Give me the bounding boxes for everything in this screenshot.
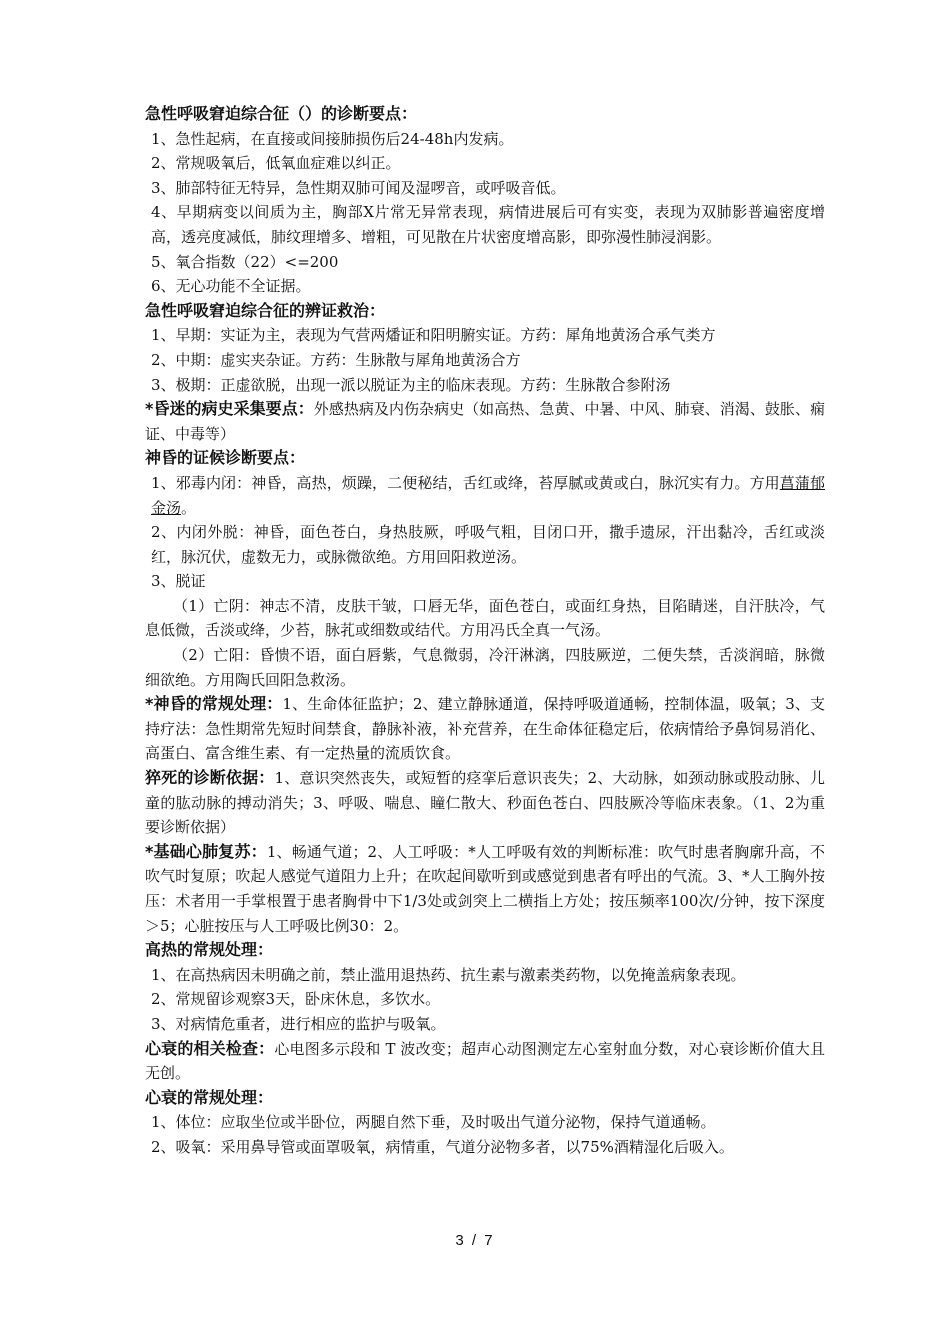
lead-paragraph [145,692,825,766]
lead-paragraph [145,1037,825,1086]
lead-paragraph [145,766,825,840]
section-heading: 急性呼吸窘迫综合征（）的诊断要点： [145,104,418,123]
list-item: 2、吸氧：采用鼻导管或面罩吸氧，病情重，气道分泌物多者，以75%酒精湿化后吸入。 [151,1137,734,1156]
paragraph-text: 。 [181,498,197,517]
list-item: 2、常规留诊观察3天，卧床休息，多饮水。 [151,990,441,1009]
section-heading: 急性呼吸窘迫综合征的辨证救治： [145,300,386,320]
paragraph-text: 1、意识突然丧失，或短暂的痉挛后意识丧失；2、大动脉，如颈动脉或股动脉、儿童的肱动脉的搏动消失；3、呼吸、喘息、瞳仁散大、秒面色苍白、四肢厥冷等临床表象。（1、2为重要诊断依据） [145,769,825,837]
document-body [145,102,825,1160]
list-item: 1、在高热病因未明确之前，禁止滥用退热药、抗生素与激素类药物，以免掩盖病象表现。 [151,965,746,984]
paragraph-text: 1、生命体征监护；2、建立静脉通道，保持呼吸道通畅，控制体温，吸氧；3、支持疗法：急性期常先短时间禁食，静脉补液，补充营养，在生命体征稳定后，依病情给予鼻饲易消化、高蛋白、富含维生素、有一定热量的流质饮食。 [145,695,825,763]
list-item: 2、中期：虚实夹杂证。方药：生脉散与犀角地黄汤合方 [151,350,521,369]
paragraph-text: 心电图多示段和 T 波改变；超声心动图测定左心室射血分数，对心衰诊断价值大且无创。 [145,1039,825,1083]
section-heading: 心衰的常规处理： [145,1087,274,1107]
list-item: 1、体位：应取坐位或半卧位，两腿自然下垂，及时吸出气道分泌物，保持气道通畅。 [151,1113,716,1132]
paragraph-lead: *神昏的常规处理： [145,694,283,714]
list-item: 2、常规吸氧后，低氧血症难以纠正。 [151,154,401,173]
paragraph-text: 1、畅通气道；2、人工呼吸：*人工呼吸有效的判断标准：吹气时患者胸廓升高，不吹气时复原；吹起人感觉气道阻力上升；在吹起间歇听到或感觉到患者有呼出的气流。3、*人工胸外按压：术者用一手掌根置于患者胸骨中下1/3处或剑突上二横指上方处；按压频率100次/分钟，按下深度＞5；心脏按压与人工呼吸比例30：2。 [145,842,825,935]
list-item: （2）亡阳：昏愦不语，面白唇紫，气息微弱，冷汗淋漓，四肢厥逆，二便失禁，舌淡润暗，脉微细欲绝。方用陶氏回阳急救汤。 [145,646,825,689]
paragraph-lead: 猝死的诊断依据： [145,768,275,788]
list-item: 3、极期：正虚欲脱，出现一派以脱证为主的临床表现。方药：生脉散合参附汤 [151,375,671,394]
paragraph-lead: *昏迷的病史采集要点： [145,399,314,419]
list-item: 3、脱证 [151,572,206,591]
list-item: 1、急性起病，在直接或间接肺损伤后24-48h内发病。 [151,129,514,148]
lead-paragraph [145,840,825,938]
list-item: 3、对病情危重者，进行相应的监护与吸氧。 [151,1014,446,1033]
list-item [145,471,825,520]
page-number: 3 / 7 [455,1232,495,1249]
list-item: 4、早期病变以间质为主，胸部X片常无异常表现，病情进展后可有实变，表现为双肺影普遍密度增高，透亮度减低，肺纹理增多、增粗，可见散在片状密度增高影，即弥漫性肺浸润影。 [151,203,825,246]
paragraph-lead: *基础心肺复苏： [145,841,267,861]
lead-paragraph [145,397,825,446]
list-item: （1）亡阴：神志不清，皮肤干皱，口唇无华，面色苍白，或面红身热，目陷睛迷，自汗肤冷，气息低微，舌淡或绛，少苔，脉芤或细数或结代。方用冯氏全真一气汤。 [145,596,825,640]
paragraph-lead: 心衰的相关检查： [145,1038,275,1058]
list-item: 3、肺部特征无特异，急性期双肺可闻及湿啰音，或呼吸音低。 [151,178,566,197]
underlined-text: 菖蒲郁金汤 [151,473,825,517]
list-item: 5、氧合指数（22）<=200 [151,252,339,271]
list-item: 1、早期：实证为主，表现为气营两燔证和阳明腑实证。方药：犀角地黄汤合承气类方 [151,326,716,345]
section-heading: 高热的常规处理： [145,940,274,960]
section-heading: 神昏的证候诊断要点： [145,448,306,468]
paragraph-text: 1、邪毒内闭：神昏，高热，烦躁，二便秘结，舌红或绛，苔厚腻或黄或白，脉沉实有力。方用 [151,473,780,492]
list-item: 2、内闭外脱：神昏，面色苍白，身热肢厥，呼吸气粗，目闭口开，撒手遗尿，汗出黏冷，舌红或淡红，脉沉伏，虚数无力，或脉微欲绝。方用回阳救逆汤。 [151,523,825,566]
list-item: 6、无心功能不全证据。 [151,277,311,296]
paragraph-text: 外感热病及内伤杂病史（如高热、急黄、中暑、中风、肺衰、消渴、鼓胀、痫证、中毒等） [145,400,825,443]
